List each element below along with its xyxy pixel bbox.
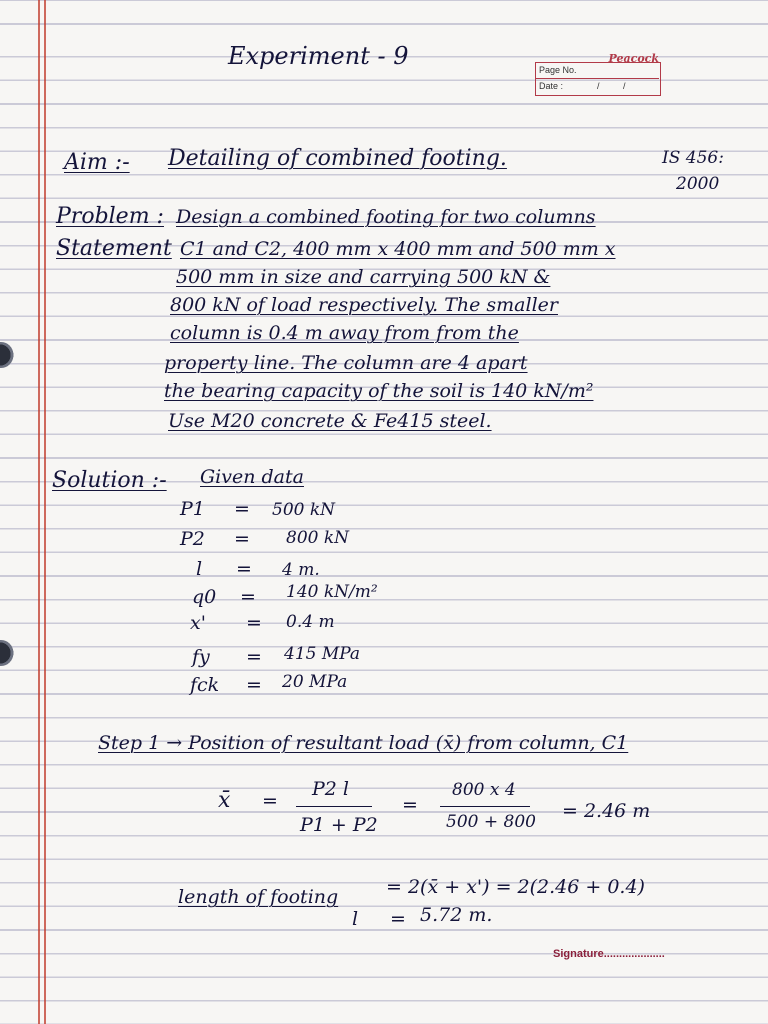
given-sym-p2: P2 [180, 528, 205, 550]
fraction1-bar [296, 806, 372, 807]
length-of-footing-label: length of footing [178, 886, 339, 908]
problem-line-5: column is 0.4 m away from from the [170, 322, 519, 344]
margin-line-right [44, 0, 46, 1024]
problem-label-2: Statement [56, 236, 172, 261]
problem-line-1: Design a combined footing for two columns [176, 206, 596, 228]
date-label: Date : [539, 81, 564, 91]
given-val-q0: 140 kN/m² [286, 582, 378, 602]
problem-line-6: property line. The column are 4 apart [164, 352, 528, 374]
step1-heading: Step 1 → Position of resultant load (x̄) from column, C1 [98, 732, 629, 754]
problem-line-3: 500 mm in size and carrying 500 kN & [176, 266, 551, 288]
fraction1-denominator: P1 + P2 [300, 814, 378, 836]
given-val-fy: 415 MPa [284, 644, 361, 664]
is-code-line1: IS 456: [662, 148, 724, 168]
stamp-brand: Peacock [608, 52, 659, 65]
fraction2-denominator: 500 + 800 [446, 812, 536, 832]
fraction1-numerator: P2 l [312, 778, 349, 800]
length-symbol: l [352, 908, 359, 930]
given-val-p2: 800 kN [286, 528, 350, 548]
xbar-eq-2: = [402, 794, 418, 816]
binder-hole-bottom [0, 640, 14, 666]
date-sep-1: / [597, 81, 600, 91]
given-eq-p1: = [234, 498, 250, 520]
aim-label: Aim :- [64, 150, 130, 175]
page-date-stamp [535, 52, 659, 96]
given-val-fck: 20 MPa [282, 672, 348, 692]
length-value: 5.72 m. [420, 904, 493, 926]
given-eq-fck: = [246, 674, 262, 696]
page-title: Experiment - 9 [228, 42, 409, 70]
given-val-p1: 500 kN [272, 500, 336, 520]
fraction2-numerator: 800 x 4 [452, 780, 516, 800]
given-sym-p1: P1 [180, 498, 205, 520]
margin-line-left [38, 0, 40, 1024]
date-sep-2: / [623, 81, 626, 91]
problem-line-7: the bearing capacity of the soil is 140 kN/m² [164, 380, 594, 402]
problem-line-4: 800 kN of load respectively. The smaller [170, 294, 558, 316]
xbar-symbol: x̄ [218, 788, 231, 813]
is-code-line2: 2000 [676, 174, 720, 194]
length-of-footing-expr: = 2(x̄ + x') = 2(2.46 + 0.4) [386, 876, 645, 898]
aim-text: Detailing of combined footing. [168, 146, 507, 171]
given-eq-p2: = [234, 528, 250, 550]
given-eq-fy: = [246, 646, 262, 668]
given-sym-x: x' [190, 612, 206, 634]
solution-label: Solution :- [52, 468, 167, 493]
signature-line: Signature.................... [553, 948, 665, 960]
problem-line-2: C1 and C2, 400 mm x 400 mm and 500 mm x [180, 238, 616, 260]
problem-label-1: Problem : [56, 204, 164, 229]
length-eq: = [390, 908, 406, 930]
xbar-result: = 2.46 m [562, 800, 651, 822]
given-eq-x: = [246, 612, 262, 634]
problem-line-8: Use M20 concrete & Fe415 steel. [168, 410, 492, 432]
given-sym-fck: fck [190, 674, 220, 696]
fraction2-bar [440, 806, 530, 807]
given-sym-l: l [196, 558, 203, 580]
given-eq-l: = [236, 558, 252, 580]
given-val-x: 0.4 m [286, 612, 335, 632]
given-sym-fy: fy [192, 646, 210, 668]
given-eq-q0: = [240, 586, 256, 608]
given-val-l: 4 m. [282, 560, 320, 580]
page-no-label: Page No. [539, 65, 577, 75]
xbar-eq-1: = [262, 790, 278, 812]
given-sym-q0: q0 [192, 586, 217, 608]
binder-hole-top [0, 342, 14, 368]
given-data-label: Given data [200, 466, 304, 488]
